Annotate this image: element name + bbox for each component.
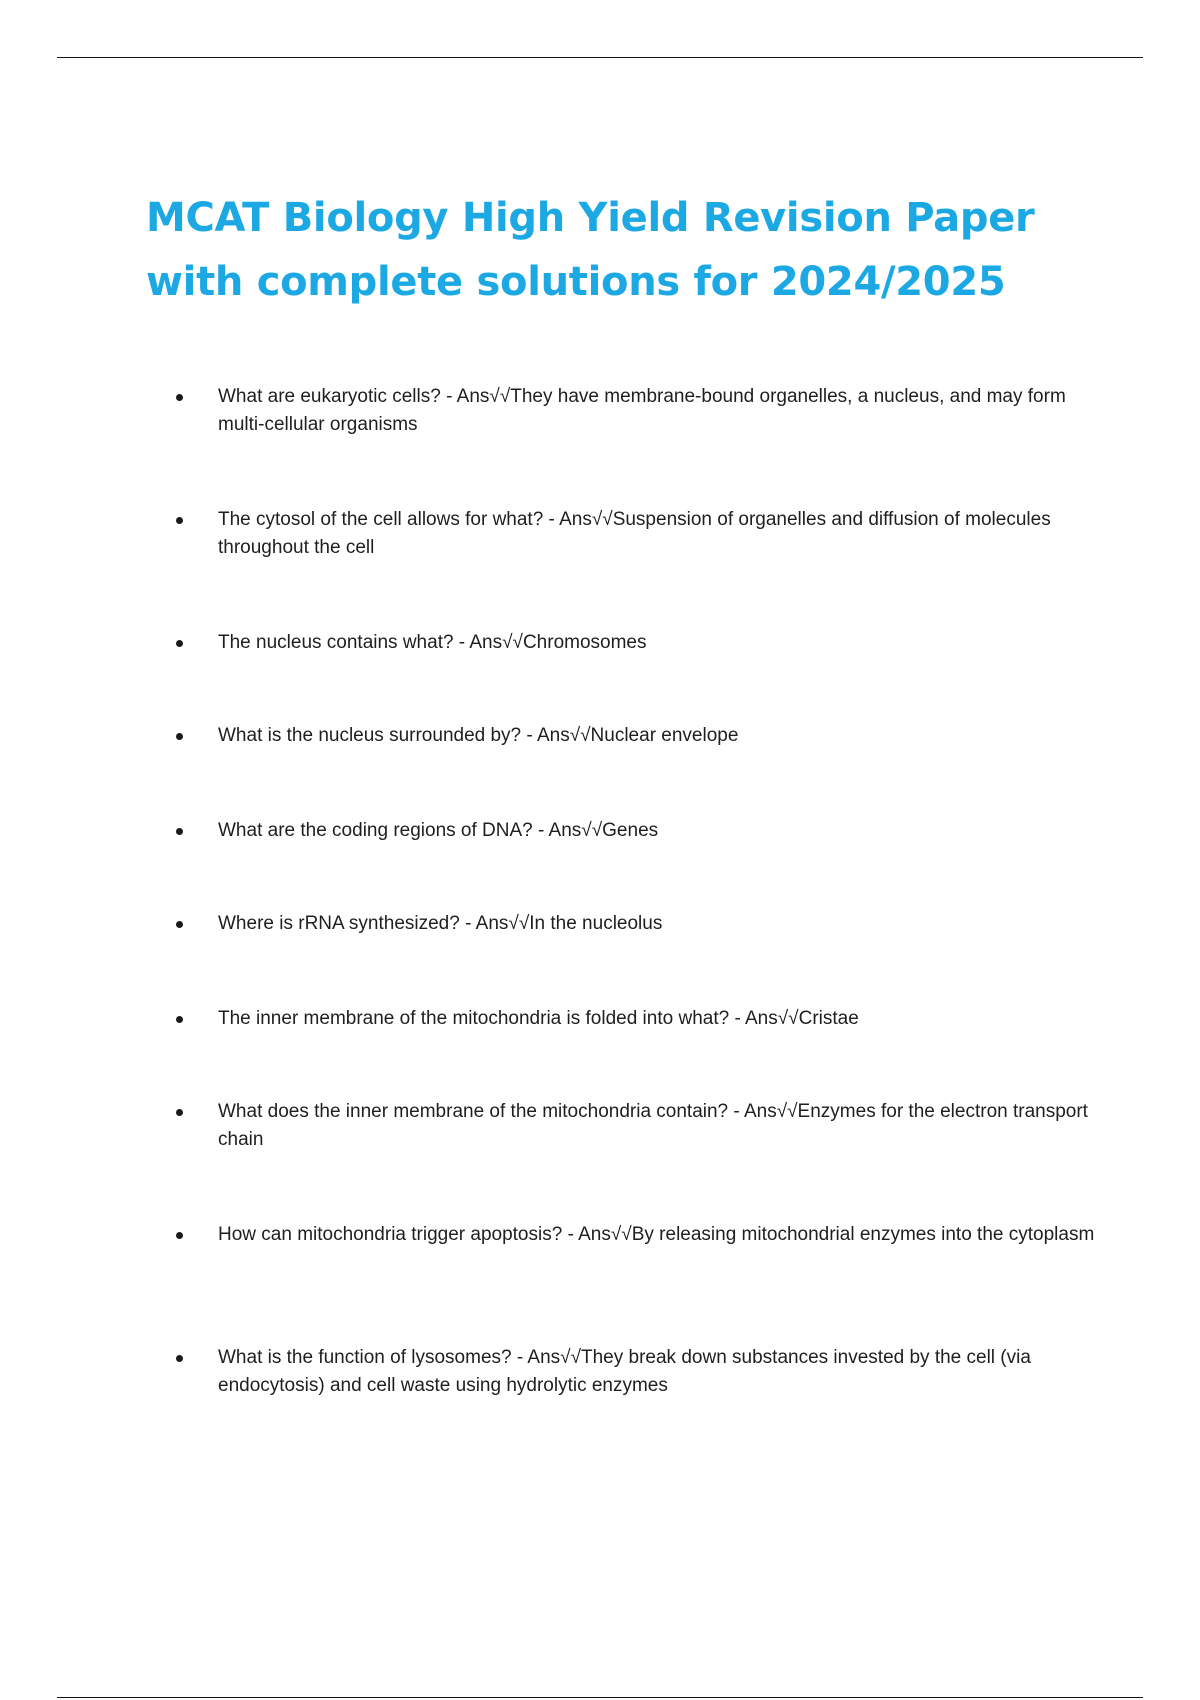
list-item [176,1005,1096,1033]
list-item-text: What are the coding regions of DNA? - Ans√√Genes [218,820,659,841]
bullet-icon [176,640,183,647]
list-item [176,1344,1096,1400]
list-item-text: How can mitochondria trigger apoptosis? - Ans√√By releasing mitochondrial enzymes into the cytoplasm [218,1224,1095,1245]
bullet-icon [176,517,183,524]
list-item-text: What is the function of lysosomes? - Ans√√They break down substances invested by the cell (via endocytosis) and cell waste using hydrolytic enzymes [218,1347,1031,1396]
list-item-text: What is the nucleus surrounded by? - Ans√√Nuclear envelope [218,725,739,746]
list-item-text: What does the inner membrane of the mitochondria contain? - Ans√√Enzymes for the electron transport chain [218,1101,1088,1150]
header-rule [57,57,1143,58]
list-item-text: The inner membrane of the mitochondria is folded into what? - Ans√√Cristae [218,1008,859,1029]
list-item [176,506,1096,562]
bullet-icon [176,1109,183,1116]
list-item [176,629,1096,657]
bullet-icon [176,828,183,835]
list-item-text: What are eukaryotic cells? - Ans√√They have membrane-bound organelles, a nucleus, and may form multi-cellular organisms [218,386,1066,435]
list-item [176,383,1096,439]
footer-rule [57,1697,1143,1698]
list-item [176,817,1096,845]
bullet-icon [176,394,183,401]
list-item-text: The nucleus contains what? - Ans√√Chromosomes [218,632,647,653]
list-item-text: Where is rRNA synthesized? - Ans√√In the nucleolus [218,913,663,934]
bullet-icon [176,1355,183,1362]
list-item [176,910,1096,938]
bullet-icon [176,1232,183,1239]
bullet-icon [176,733,183,740]
bullet-icon [176,1016,183,1023]
list-item-text: The cytosol of the cell allows for what? - Ans√√Suspension of organelles and diffusion of molecules throughout the cell [218,509,1051,558]
list-item [176,722,1096,750]
list-item [176,1098,1096,1154]
list-item [176,1221,1096,1249]
bullet-icon [176,921,183,928]
document-title: MCAT Biology High Yield Revision Paper with complete solutions for 2024/2025 [146,195,1035,305]
